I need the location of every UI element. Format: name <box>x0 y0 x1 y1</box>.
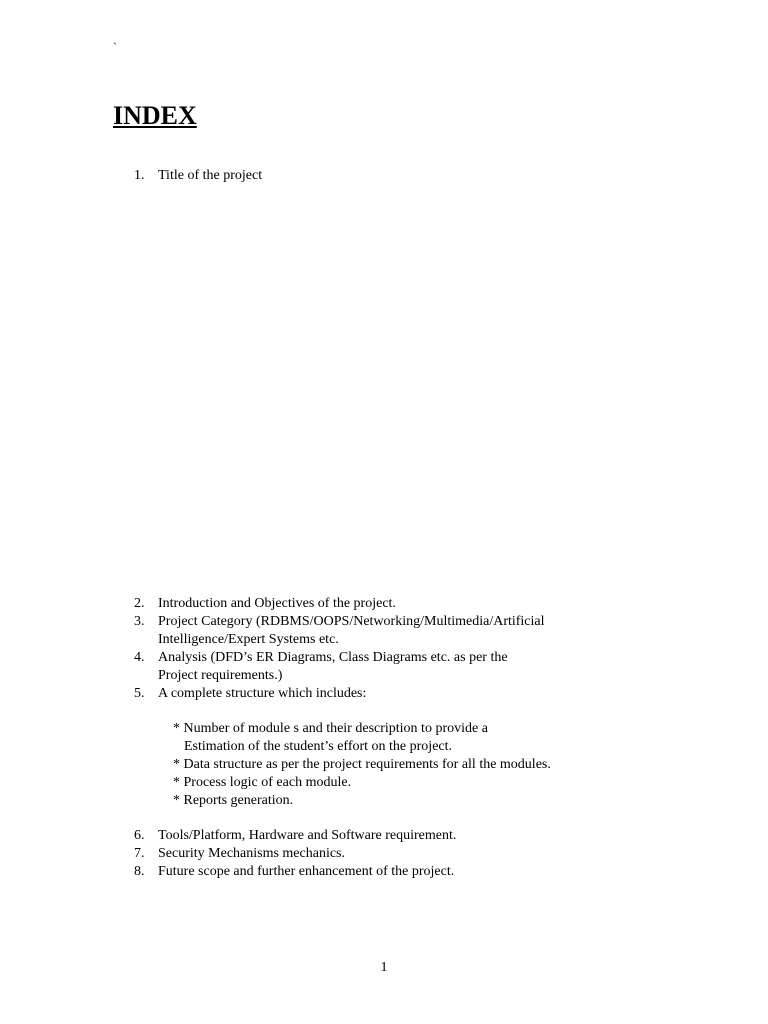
sub-item-3 <box>173 774 351 792</box>
item-text: A complete structure which includes: <box>158 686 367 701</box>
item-text-continuation: Intelligence/Expert Systems etc. <box>158 632 339 647</box>
item-text: Future scope and further enhancement of the project. <box>158 864 455 879</box>
item-number: 5. <box>134 686 145 701</box>
index-item-6 <box>134 827 456 845</box>
item-number: 6. <box>134 828 145 843</box>
item-text: Project Category (RDBMS/OOPS/Networking/Multimedia/Artificial <box>158 614 545 629</box>
sub-item-1 <box>173 720 488 756</box>
page-number: 1 <box>380 960 388 975</box>
page-title: INDEX <box>113 101 197 130</box>
index-item-5 <box>134 685 366 703</box>
item-number: 3. <box>134 614 145 629</box>
item-text-continuation: Project requirements.) <box>158 668 283 683</box>
sub-item-text: * Data structure as per the project requirements for all the modules. <box>173 757 551 772</box>
index-item-7 <box>134 845 345 863</box>
sub-item-text: * Reports generation. <box>173 793 294 808</box>
sub-item-2 <box>173 756 551 774</box>
sub-item-4 <box>173 792 293 810</box>
item-number: 1. <box>134 168 145 183</box>
index-item-1 <box>134 167 262 185</box>
item-text: Security Mechanisms mechanics. <box>158 846 346 861</box>
index-item-4 <box>134 649 508 685</box>
item-number: 8. <box>134 864 145 879</box>
item-text: Tools/Platform, Hardware and Software requirement. <box>158 828 457 843</box>
index-item-3 <box>134 613 545 649</box>
stray-mark: ` <box>113 40 117 54</box>
index-item-8 <box>134 863 454 881</box>
item-text: Title of the project <box>158 168 263 183</box>
sub-item-text: * Process logic of each module. <box>173 775 352 790</box>
sub-item-continuation: Estimation of the student’s effort on the project. <box>184 739 453 754</box>
item-text: Analysis (DFD’s ER Diagrams, Class Diagrams etc. as per the <box>158 650 508 665</box>
sub-item-text: * Number of module s and their description to provide a <box>173 721 488 736</box>
item-number: 2. <box>134 596 145 611</box>
item-number: 7. <box>134 846 145 861</box>
item-number: 4. <box>134 650 145 665</box>
item-text: Introduction and Objectives of the project. <box>158 596 396 611</box>
index-item-2 <box>134 595 396 613</box>
